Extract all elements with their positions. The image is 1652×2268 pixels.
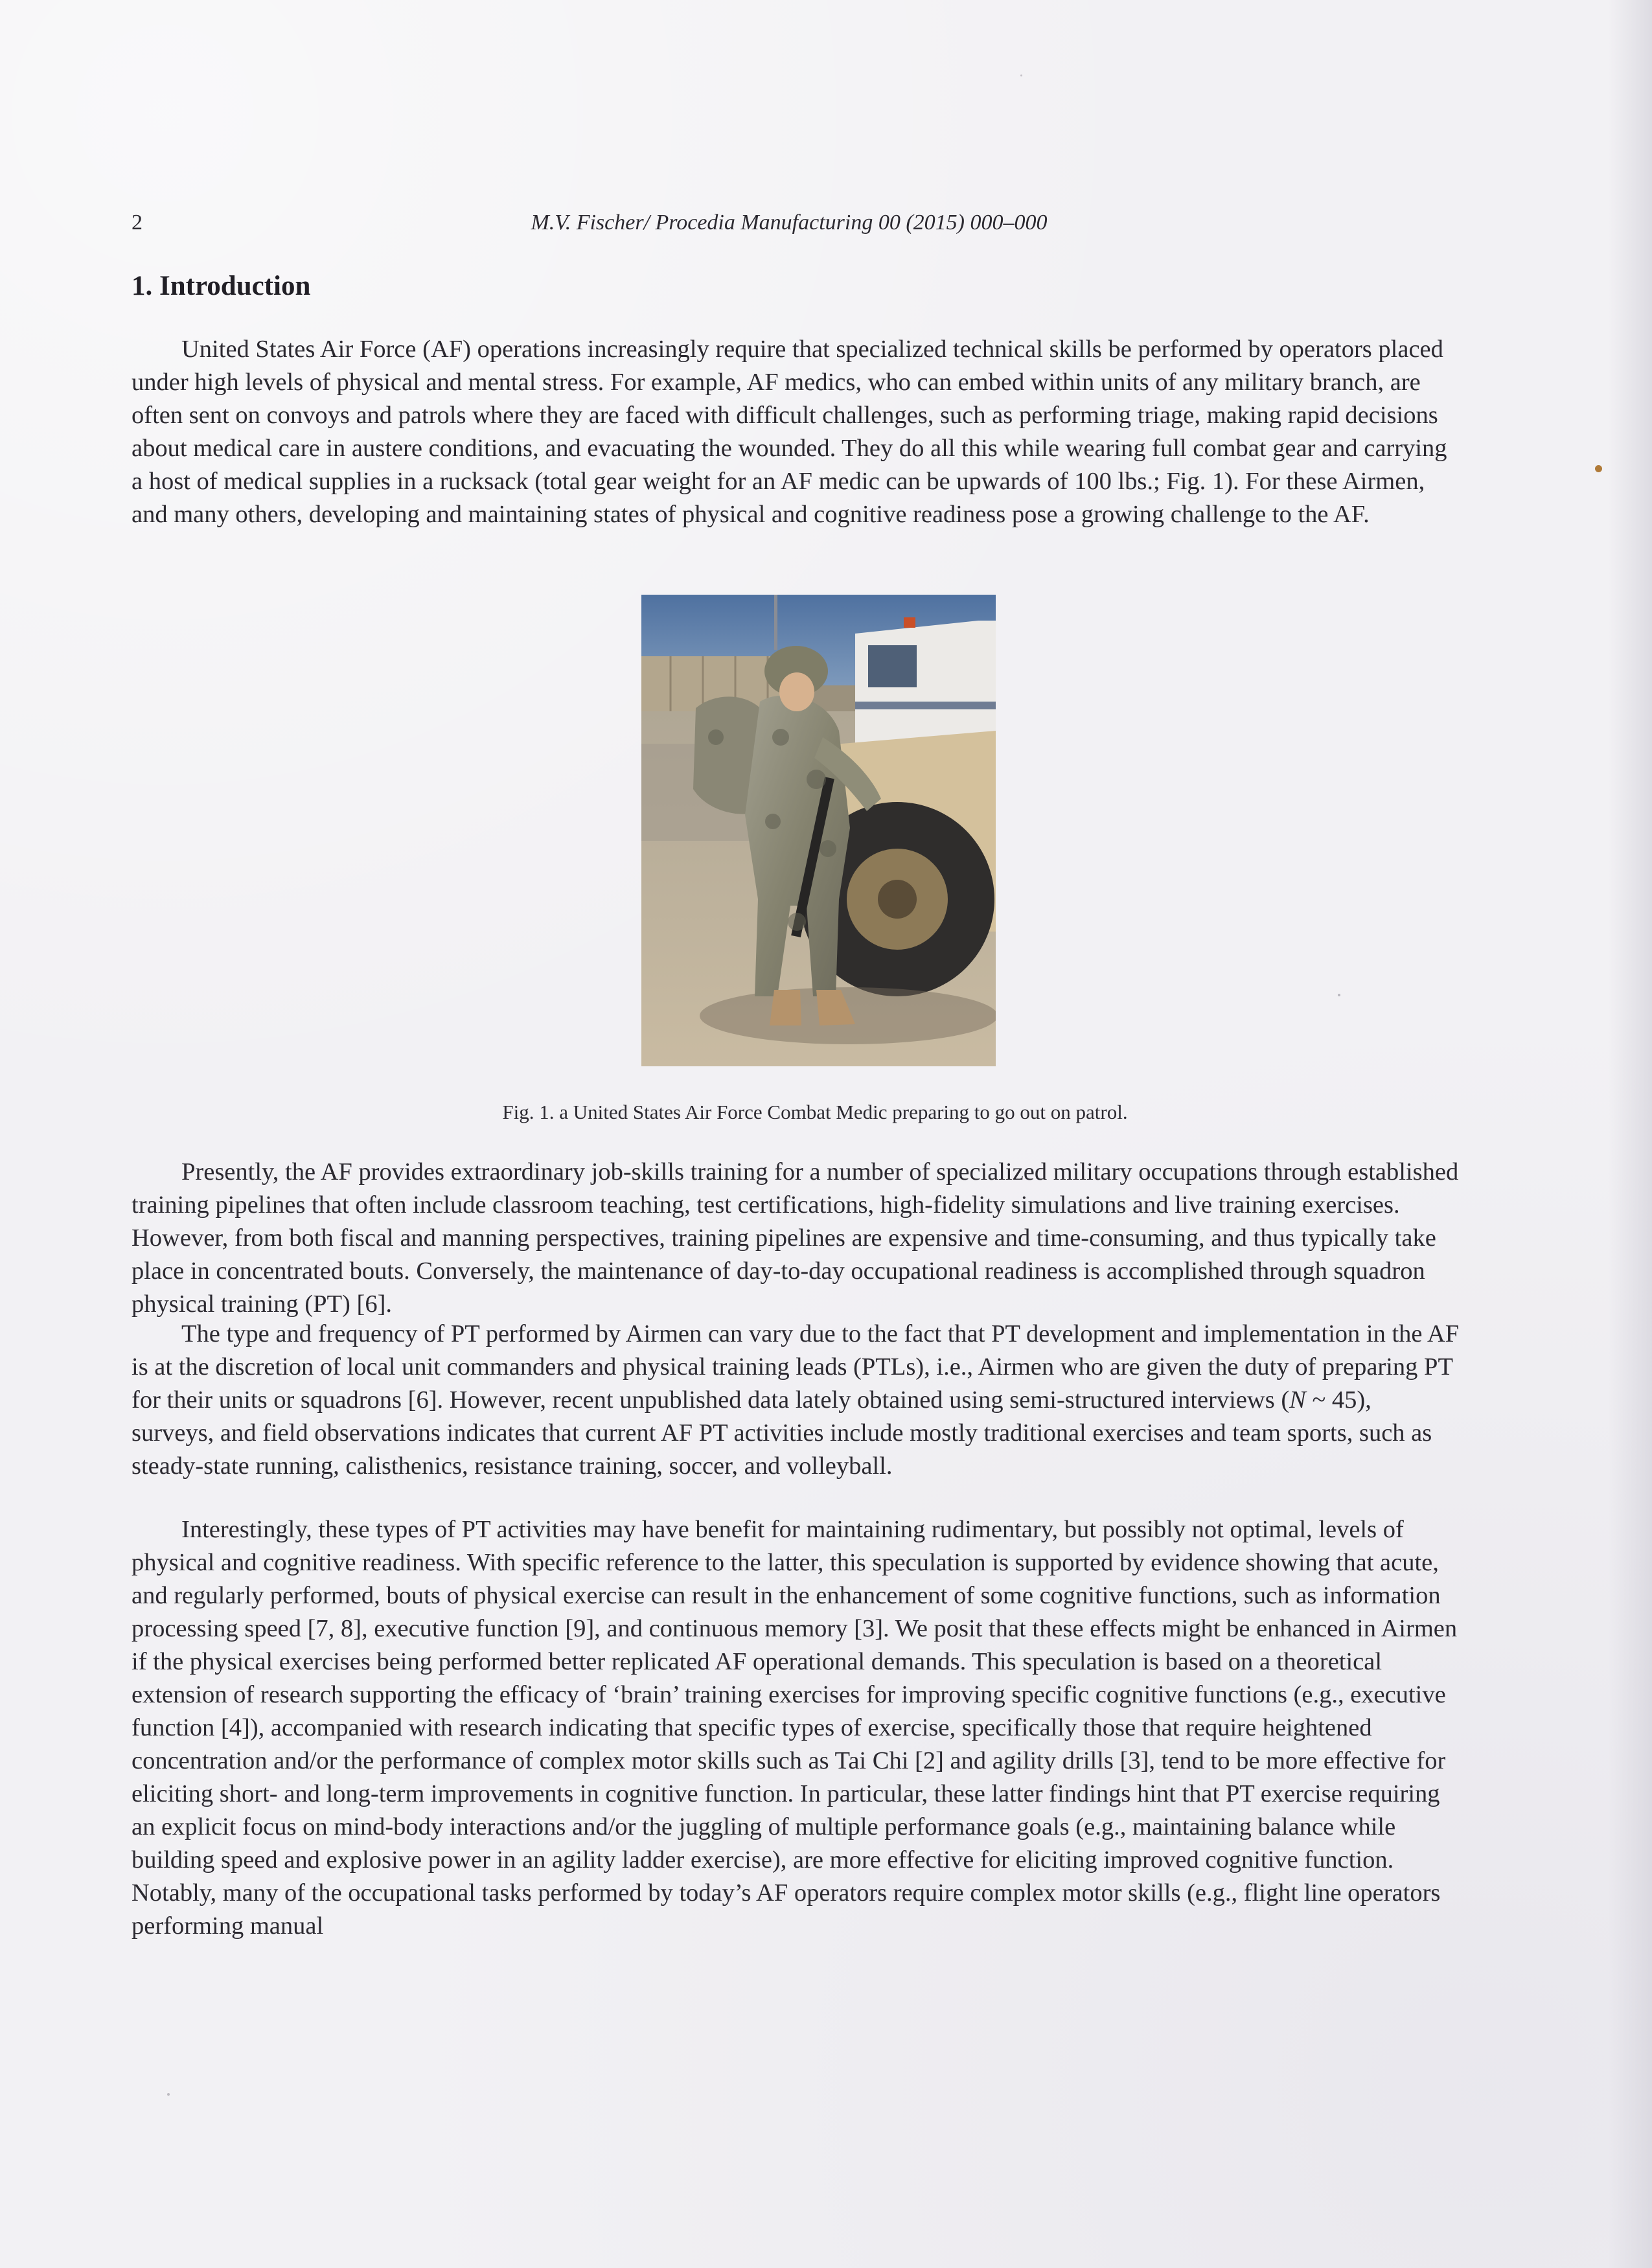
photo-truck-stripe bbox=[855, 702, 996, 709]
photo-illustration bbox=[641, 595, 996, 1066]
photo-pole bbox=[774, 595, 777, 650]
sample-size-symbol: N bbox=[1289, 1386, 1306, 1414]
pt-type-text-before-n: The type and frequency of PT performed by Airmen can vary due to the fact that PT development and implementation in the AF is at the discretion of local unit commanders and physical training leads (PTLs), i.e., Airmen who are given the duty of preparing PT for their units or squadrons [6]. However, recent unpublished data lately obtained using semi-structured interviews ( bbox=[132, 1320, 1460, 1414]
scan-speck bbox=[167, 2093, 170, 2096]
paragraph-interestingly: Interestingly, these types of PT activities may have benefit for maintaining rudimentary, but possibly not optimal, levels of physical and cognitive readiness. With specific reference to the latter, this speculation is supported by evidence showing that acute, and regularly performed, bouts of physical exercise can result in the enhancement of some cognitive functions, such as information processing speed [7, 8], executive function [9], and continuous memory [3]. We posit that these effects might be enhanced in Airmen if the physical exercises being performed better replicated AF operational demands. This speculation is based on a theoretical extension of research supporting the efficacy of ‘brain’ training exercises for improving specific cognitive functions (e.g., executive function [4]), accompanied with research indicating that specific types of exercise, specifically those that require heightened concentration and/or the performance of complex motor skills such as Tai Chi [2] and agility drills [3], tend to be more effective for eliciting short- and long-term improvements in cognitive function. In particular, these latter findings hint that PT exercise requiring an explicit focus on mind-body interactions and/or the juggling of multiple performance goals (e.g., maintaining balance while building speed and explosive power in an agility ladder exercise), are more effective for eliciting improved cognitive function. Notably, many of the occupational tasks performed by today’s AF operators require complex motor skills (e.g., flight line operators performing manual bbox=[132, 1516, 1458, 1940]
scan-edge-shadow bbox=[1608, 0, 1652, 2268]
paragraph-pt-type bbox=[132, 1318, 1460, 1483]
intro-paragraph: United States Air Force (AF) operations increasingly require that specialized technical skills be performed by operators placed under high levels of physical and mental stress. For example, AF medics, who can embed within units of any military branch, are often sent on convoys and patrols where they are faced with difficult challenges, such as performing triage, making rapid decisions about medical care in austere conditions, and evacuating the wounded. They do all this while wearing full combat gear and carrying a host of medical supplies in a rucksack (total gear weight for an AF medic can be upwards of 100 lbs.; Fig. 1). For these Airmen, and many others, developing and maintaining states of physical and cognitive readiness pose a growing challenge to the AF. bbox=[132, 336, 1447, 528]
photo-wheel-hub bbox=[878, 880, 917, 919]
section-heading: 1. Introduction bbox=[132, 271, 311, 301]
photo-left-boot bbox=[770, 990, 801, 1025]
running-head: M.V. Fischer/ Procedia Manufacturing 00 (2015) 000–000 bbox=[531, 211, 1048, 235]
scan-speck bbox=[1338, 994, 1340, 996]
page-header bbox=[132, 209, 1447, 237]
paragraph-presently: Presently, the AF provides extraordinary job-skills training for a number of specialized military occupations through established training pipelines that often include classroom teaching, test certifications, high-fidelity simulations and live training exercises. However, from both fiscal and manning perspectives, training pipelines are expensive and time-consuming, and thus typically take place in concentrated bouts. Conversely, the maintenance of day-to-day occupational readiness is accomplished through squadron physical training (PT) [6]. bbox=[132, 1158, 1459, 1318]
photo-truck-window bbox=[868, 645, 917, 687]
figure-combat-medic-photo bbox=[641, 595, 996, 1066]
photo-face bbox=[779, 672, 814, 711]
figure-caption: Fig. 1. a United States Air Force Combat Medic preparing to go out on patrol. bbox=[502, 1101, 1128, 1123]
page-number: 2 bbox=[132, 211, 143, 235]
pt-type-text-after-n: ~ 45), surveys, and field observations indicates that current AF PT activities include mostly traditional exercises and team sports, such as steady-state running, calisthenics, resistance training, soccer, and volleyball. bbox=[132, 1386, 1432, 1480]
scan-speck bbox=[1595, 465, 1602, 472]
scan-speck bbox=[1020, 74, 1022, 76]
photo-light bbox=[904, 617, 915, 628]
